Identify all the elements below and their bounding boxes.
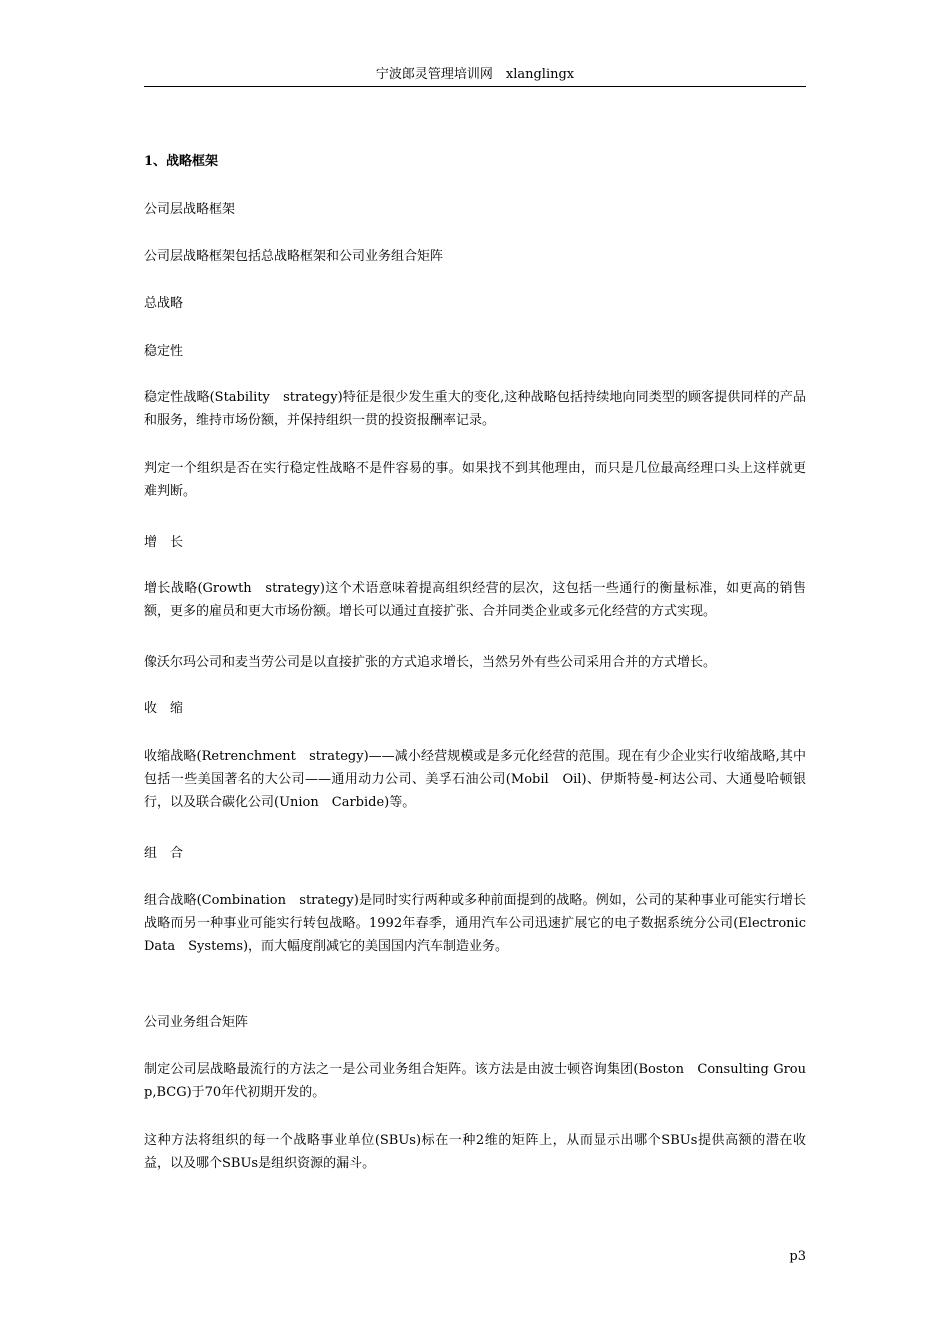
paragraph-stability-judge: 判定一个组织是否在实行稳定性战略不是件容易的事。如果找不到其他理由，而只是几位最高经理口头上这样就更难判断。 <box>144 461 806 499</box>
heading-portfolio-matrix: 公司业务组合矩阵 <box>144 1015 249 1030</box>
paragraph-sbu-desc: 这种方法将组织的每一个战略事业单位(SBUs)标在一种2维的矩阵上，从而显示出哪个SBUs提供高额的潜在收益，以及哪个SBUs是组织资源的漏斗。 <box>144 1133 806 1171</box>
paragraph-combination-desc: 组合战略(Combination strategy)是同时实行两种或多种前面提到的战略。例如，公司的某种事业可能实行增长战略而另一种事业可能实行转包战略。1992年春季，通用汽车公司迅速扩展它的电子数据系统分公司(Electronic Data Systems)，而大幅度削减它的美国国内汽车制造业务。 <box>144 893 820 954</box>
paragraph-bcg-desc: 制定公司层战略最流行的方法之一是公司业务组合矩阵。该方法是由波士顿咨询集团(Boston Consulting Group,BCG)于70年代初期开发的。 <box>144 1062 806 1100</box>
page-header <box>144 66 806 87</box>
section-title: 1、战略框架 <box>144 154 219 169</box>
header-text: 宁波郎灵管理培训网 xlanglingx <box>375 67 575 82</box>
paragraph-retrenchment-desc: 收缩战略(Retrenchment strategy)——减小经营规模或是多元化经营的范围。现在有少企业实行收缩战略,其中包括一些美国著名的大公司——通用动力公司、美孚石油公司(Mobil Oil)、伊斯特曼-柯达公司、大通曼哈顿银行，以及联合碳化公司(Union Carbide)等。 <box>144 749 806 810</box>
heading-combination: 组 合 <box>144 846 184 861</box>
paragraph-grand-strategy: 总战略 <box>144 296 184 311</box>
paragraph-growth-desc: 增长战略(Growth strategy)这个术语意味着提高组织经营的层次，这包括一些通行的衡量标准，如更高的销售额，更多的雇员和更大市场份额。增长可以通过直接扩张、合并同类企业或多元化经营的方式实现。 <box>144 581 806 619</box>
paragraph-framework-includes: 公司层战略框架包括总战略框架和公司业务组合矩阵 <box>144 249 444 264</box>
paragraph-growth-example: 像沃尔玛公司和麦当劳公司是以直接扩张的方式追求增长，当然另外有些公司采用合并的方式增长。 <box>144 655 717 670</box>
heading-growth: 增 长 <box>144 535 184 550</box>
paragraph-stability-desc: 稳定性战略(Stability strategy)特征是很少发生重大的变化,这种战略包括持续地向同类型的顾客提供同样的产品和服务，维持市场份额，并保持组织一贯的投资报酬率记录。 <box>144 390 806 428</box>
page-number: p3 <box>789 1249 806 1264</box>
heading-retrenchment: 收 缩 <box>144 701 184 716</box>
heading-stability: 稳定性 <box>144 344 184 359</box>
paragraph-corporate-framework: 公司层战略框架 <box>144 202 236 217</box>
